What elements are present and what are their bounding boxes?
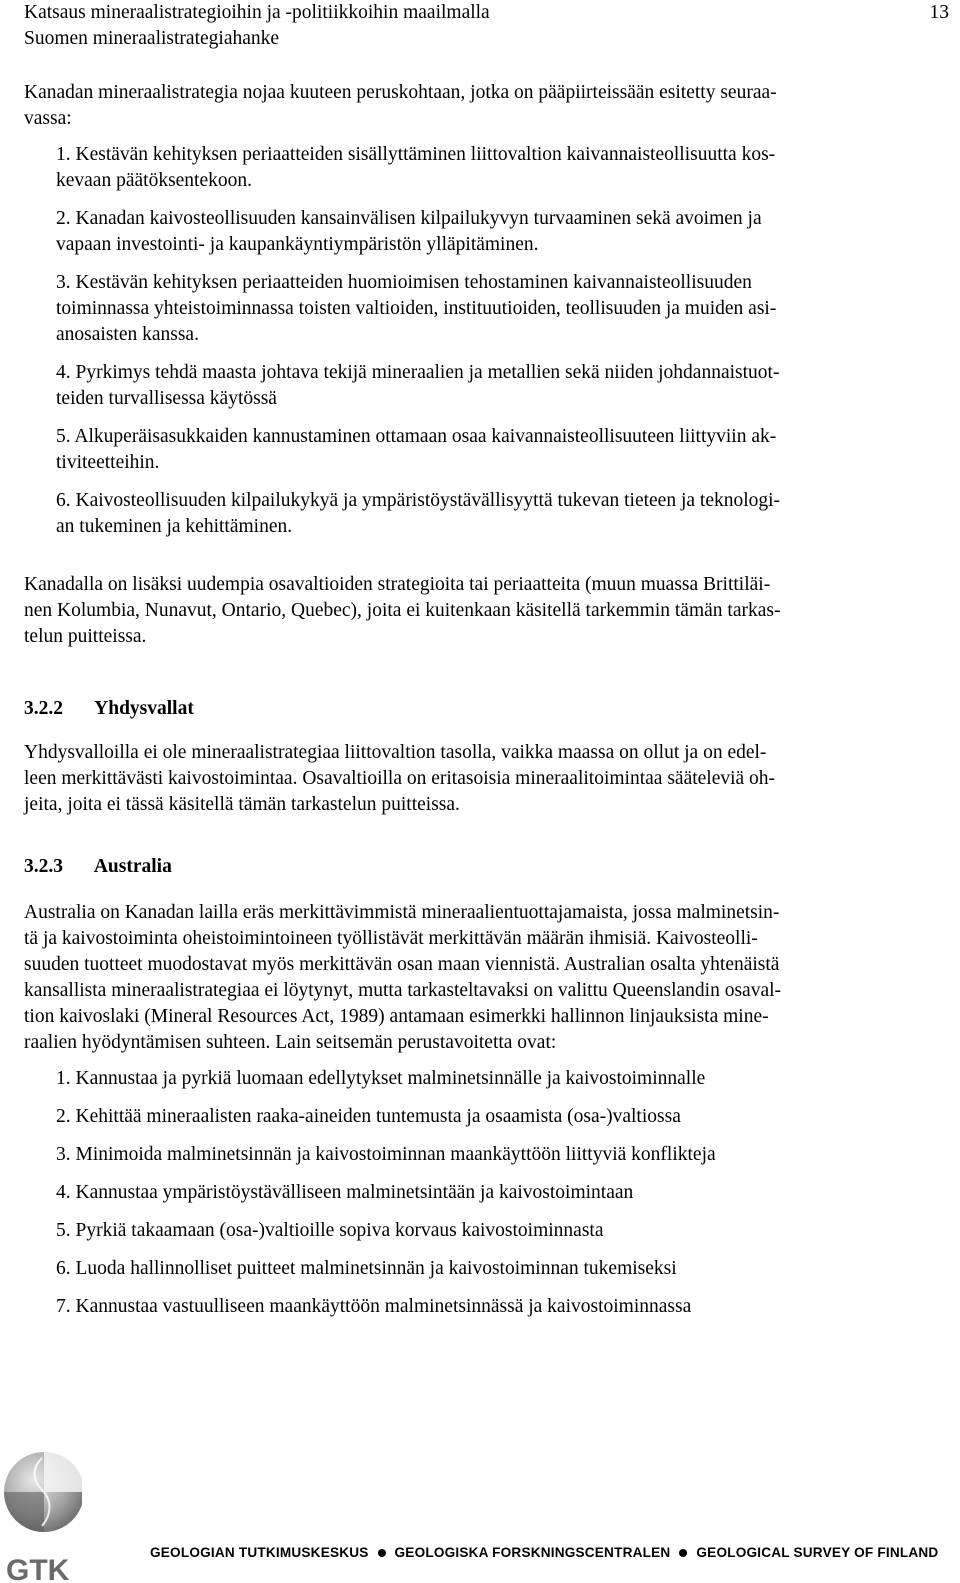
text-line: 4. Pyrkimys tehdä maasta johtava tekijä mineraalien ja metallien sekä niiden johdannaistuot- <box>56 362 780 383</box>
text-line: kansallista mineraalistrategiaa ei löytynyt, mutta tarkasteltavaksi on valittu Queenslandin osaval- <box>24 980 782 1001</box>
text-line: vapaan investointi- ja kaupankäyntiympäristön ylläpitäminen. <box>56 234 539 255</box>
text-line: 1. Kestävän kehityksen periaatteiden sisällyttäminen liittovaltion kaivannaisteollisuutta kos- <box>56 144 776 165</box>
text-line: Kanadan mineraalistrategia nojaa kuuteen peruskohtaan, jotka on pääpiirteissään esitetty seuraa- <box>24 82 777 103</box>
bullet-dot-icon <box>378 1549 386 1557</box>
list-item <box>24 1256 936 1282</box>
text-line: 3. Minimoida malminetsinnän ja kaivostoiminnan maankäyttöön liittyviä konflikteja <box>56 1144 716 1165</box>
list-item <box>24 142 936 194</box>
list-item <box>24 1104 936 1130</box>
text-line: raalien hyödyntämisen suhteen. Lain seitsemän perustavoitetta ovat: <box>24 1032 557 1053</box>
text-line: toiminnassa yhteistoiminnassa toisten valtioiden, instituutioiden, teollisuuden ja muiden asi- <box>56 298 777 319</box>
page-header <box>24 0 949 52</box>
page-footer <box>0 1440 960 1583</box>
list-item <box>24 1066 936 1092</box>
text-line: suuden tuotteet muodostavat myös merkittävän osan maan viennistä. Australian osalta yhtenäistä <box>24 954 780 975</box>
usa-paragraph <box>24 740 936 818</box>
australia-paragraph <box>24 900 936 1056</box>
list-item <box>24 1142 936 1168</box>
document-body <box>24 80 936 1320</box>
text-line: an tukeminen ja kehittäminen. <box>56 516 293 537</box>
header-title: Katsaus mineraalistrategioihin ja -politiikkoihin maailmalla <box>24 2 490 23</box>
header-subtitle: Suomen mineraalistrategiahanke <box>24 28 280 49</box>
list-item <box>24 1294 936 1320</box>
org-name-sv: GEOLOGISKA FORSKNINGSCENTRALEN <box>394 1545 671 1560</box>
text-line: leen merkittävästi kaivostoimintaa. Osavaltioilla on eritasoisia mineraalitoimintaa sääteleviä oh- <box>24 768 776 789</box>
page-number: 13 <box>929 2 949 23</box>
text-line: 4. Kannustaa ympäristöystävälliseen malminetsintään ja kaivostoimintaan <box>56 1182 634 1203</box>
org-name-en: GEOLOGICAL SURVEY OF FINLAND <box>696 1545 939 1560</box>
list-item <box>24 424 936 476</box>
section-number: 3.2.3 <box>24 856 63 877</box>
text-line: Australia on Kanadan lailla eräs merkittävimmistä mineraalientuottajamaista, jossa malminetsin- <box>24 902 780 923</box>
text-line: Yhdysvalloilla ei ole mineraalistrategiaa liittovaltion tasolla, vaikka maassa on ollut ja on edel- <box>24 742 767 763</box>
text-line: telun puitteissa. <box>24 626 147 647</box>
section-heading <box>24 696 936 722</box>
list-item <box>24 488 936 540</box>
text-line: tion kaivoslaki (Mineral Resources Act, 1989) antamaan esimerkki hallinnon linjauksista mine- <box>24 1006 769 1027</box>
gtk-logo <box>2 1440 82 1583</box>
text-line: 6. Luoda hallinnolliset puitteet malminetsinnän ja kaivostoiminnan tukemiseksi <box>56 1258 677 1279</box>
text-line: tä ja kaivostoiminta oheistoimintoineen työllistävät merkittävän määrän ihmisiä. Kaivosteolli- <box>24 928 758 949</box>
gtk-logo-text: GTK <box>6 1554 70 1583</box>
text-line: 1. Kannustaa ja pyrkiä luomaan edellytykset malminetsinnälle ja kaivostoiminnalle <box>56 1068 706 1089</box>
text-line: 3. Kestävän kehityksen periaatteiden huomioimisen tehostaminen kaivannaisteollisuuden <box>56 272 752 293</box>
text-line: nen Kolumbia, Nunavut, Ontario, Quebec), joita ei kuitenkaan käsitellä tarkemmin tämän tarkas- <box>24 600 781 621</box>
footer-organization-names <box>150 1545 948 1560</box>
section-number: 3.2.2 <box>24 698 63 719</box>
text-line: 7. Kannustaa vastuulliseen maankäyttöön malminetsinnässä ja kaivostoiminnassa <box>56 1296 692 1317</box>
text-line: anosaisten kanssa. <box>56 324 199 345</box>
list-item <box>24 270 936 348</box>
section-heading <box>24 854 936 880</box>
canada-extra-paragraph <box>24 572 936 650</box>
section-title: Australia <box>93 856 172 877</box>
list-item <box>24 1218 936 1244</box>
list-item <box>24 206 936 258</box>
text-line: 6. Kaivosteollisuuden kilpailukykyä ja ympäristöystävällisyyttä tukevan tieteen ja teknologi- <box>56 490 781 511</box>
text-line: 2. Kanadan kaivosteollisuuden kansainvälisen kilpailukyvyn turvaaminen sekä avoimen ja <box>56 208 762 229</box>
bullet-dot-icon <box>679 1549 687 1557</box>
text-line: vassa: <box>24 108 72 129</box>
text-line: 5. Pyrkiä takaamaan (osa-)valtioille sopiva korvaus kaivostoiminnasta <box>56 1220 604 1241</box>
text-line: 2. Kehittää mineraalisten raaka-aineiden tuntemusta ja osaamista (osa-)valtiossa <box>56 1106 681 1127</box>
list-item <box>24 1180 936 1206</box>
text-line: teiden turvallisessa käytössä <box>56 388 277 409</box>
text-line: tiviteetteihin. <box>56 452 160 473</box>
intro-paragraph <box>24 80 936 132</box>
text-line: Kanadalla on lisäksi uudempia osavaltioiden strategioita tai periaatteita (muun muassa Brittiläi- <box>24 574 771 595</box>
section-title: Yhdysvallat <box>94 698 194 719</box>
text-line: kevaan päätöksentekoon. <box>56 170 253 191</box>
text-line: 5. Alkuperäisasukkaiden kannustaminen ottamaan osaa kaivannaisteollisuuteen liittyviin ak- <box>56 426 777 447</box>
text-line: jeita, joita ei tässä käsitellä tämän tarkastelun puitteissa. <box>24 794 460 815</box>
org-name-fi: GEOLOGIAN TUTKIMUSKESKUS <box>150 1545 369 1560</box>
list-item <box>24 360 936 412</box>
